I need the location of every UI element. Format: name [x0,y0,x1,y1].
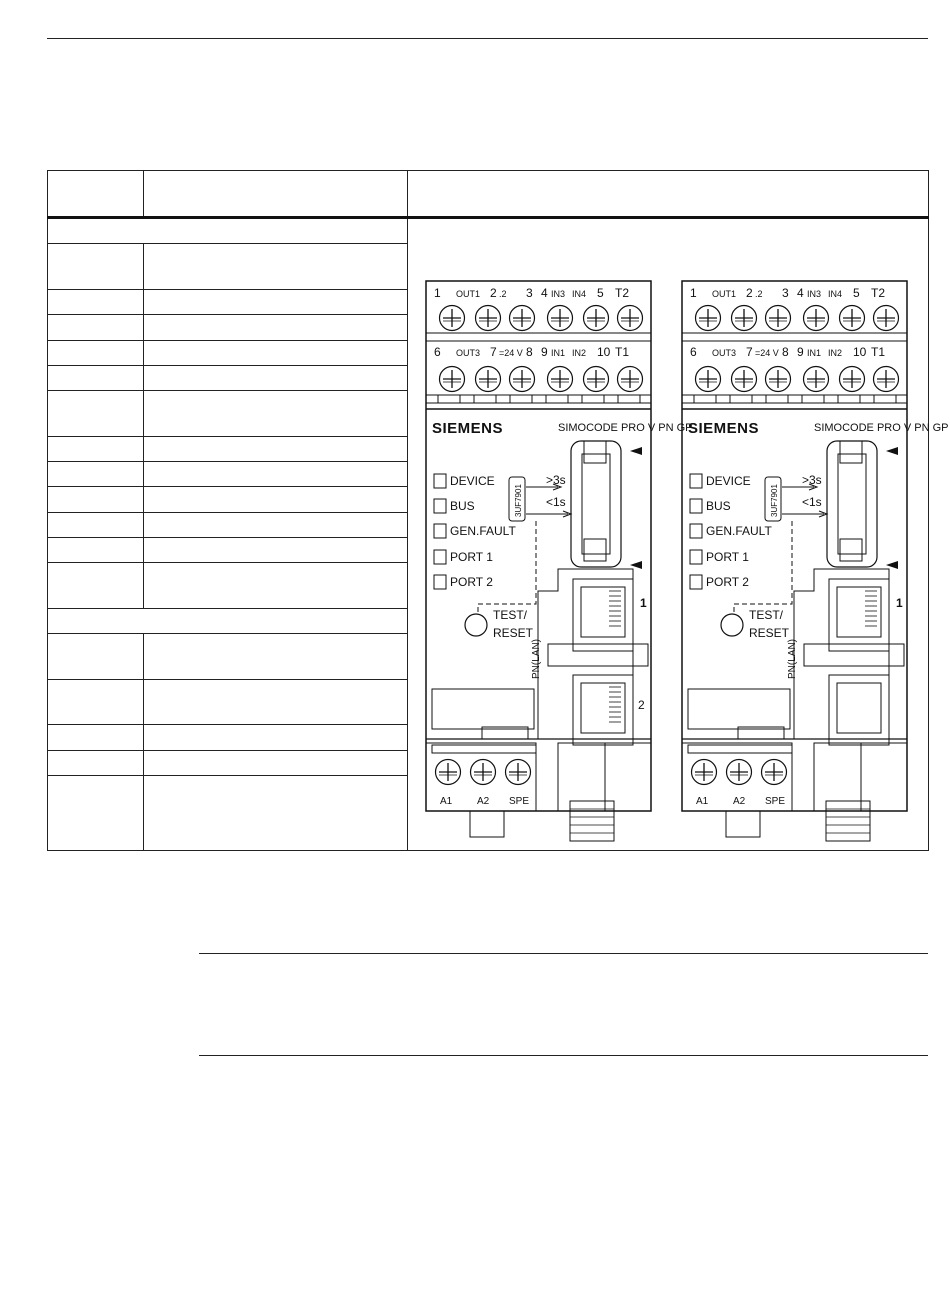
terminal-tab [618,395,640,403]
table-cell [144,244,408,290]
led-indicator [690,524,702,538]
table-cell [144,775,408,850]
top-terminal-label: 3 [782,286,789,300]
brand-logo: SIEMENS [432,420,504,437]
table-cell [48,537,144,562]
led-label: DEVICE [706,474,751,488]
test-reset-label: TEST/ [493,608,528,622]
model-label: SIMOCODE PRO V PN GP [558,422,693,434]
terminal-tab [510,395,532,403]
led-indicator [690,575,702,589]
memory-module-slot [571,441,621,567]
bottom-terminal-label: 10 [853,345,867,359]
table-cell [48,487,144,512]
top-terminal-label: IN3 [807,289,822,299]
bottom-terminal-label: 6 [690,345,697,359]
terminal-tab [874,395,896,403]
terminal-tab [766,395,788,403]
table-cell [144,563,408,609]
lower-block [432,689,534,729]
led-indicator [434,499,446,513]
table-cell [144,750,408,775]
table-cell [144,436,408,461]
led-label: PORT 1 [706,550,749,564]
header-cell [408,171,929,218]
table-cell [144,365,408,390]
arrow-icon [630,447,642,455]
table-cell [48,365,144,390]
timing-short-label: <1s [802,495,822,509]
header-cell [144,171,408,218]
bottom-terminal-label: 10 [597,345,611,359]
test-reset-label: TEST/ [749,608,784,622]
timing-short-arrow [526,511,571,517]
table-cell [144,289,408,314]
table-cell [144,679,408,725]
table-cell [144,512,408,537]
timing-long-arrow [526,484,561,490]
device-front-view-figure [408,219,949,847]
top-terminal-label: .2 [499,289,507,299]
led-label: DEVICE [450,474,495,488]
terminal-tab [546,395,568,403]
bottom-terminal-label: IN2 [828,348,843,358]
supply-terminal-label: SPE [509,796,530,807]
bottom-terminal-label: 7 [746,345,753,359]
supply-terminal-strip [688,745,792,753]
arrow-icon [630,561,642,569]
bottom-terminal-label: 8 [782,345,789,359]
section-cell [48,218,408,244]
top-terminal-label: T2 [615,286,630,300]
table-cell [144,391,408,437]
device-2 [682,281,948,841]
section-cell [48,608,408,633]
table-cell [144,725,408,750]
bottom-terminal-label: OUT3 [456,348,481,358]
table-cell [144,487,408,512]
top-terminal-label: 4 [541,286,548,300]
led-indicator [434,575,446,589]
bottom-terminal-label: 9 [541,345,548,359]
port-number-label: 1 [640,596,647,610]
top-terminal-label: 5 [597,286,604,300]
top-terminal-label: OUT1 [456,289,481,299]
din-rail-latch [570,801,614,841]
supply-terminal-strip [432,745,536,753]
memory-module-latch [840,441,862,463]
top-terminal-label: 2 [490,286,497,300]
note-bottom-rule [199,1055,928,1056]
bottom-terminal-label: =24 V [755,348,779,358]
led-label: PORT 2 [706,575,749,589]
bottom-terminal-label: 8 [526,345,533,359]
ethernet-port-1 [829,579,889,651]
timing-short-label: <1s [546,495,566,509]
led-indicator [690,550,702,564]
table-cell [48,750,144,775]
bottom-terminal-label: OUT3 [712,348,737,358]
led-label: PORT 2 [450,575,493,589]
supply-terminal-label: A2 [733,796,746,807]
supply-terminal-label: A2 [477,796,490,807]
table-cell [48,289,144,314]
table-cell [144,315,408,340]
bottom-terminal-label: T1 [615,345,630,359]
top-terminal-label: IN4 [572,289,587,299]
ethernet-port-2-jack [581,683,625,733]
table-cell [48,679,144,725]
bottom-terminal-label: IN1 [551,348,566,358]
ethernet-port-2 [573,675,633,745]
table-cell [48,244,144,290]
test-reset-label: RESET [749,626,790,640]
memory-module-slot [827,441,877,567]
figure-cell [408,218,949,851]
test-reset-label: RESET [493,626,534,640]
table-cell [48,775,144,850]
bottom-terminal-label: T1 [871,345,886,359]
network-label: PN(LAN) [787,638,798,679]
lower-block [688,689,790,729]
top-terminal-label: 3 [526,286,533,300]
port-number-label: 1 [896,596,903,610]
led-label: GEN.FAULT [450,524,516,538]
table-cell [48,563,144,609]
table-cell [48,462,144,487]
cover-label: 3UF7901 [514,484,523,517]
led-label: GEN.FAULT [706,524,772,538]
cover-label: 3UF7901 [770,484,779,517]
terminal-tab [730,395,752,403]
terminal-tab [802,395,824,403]
table-cell [144,634,408,680]
led-indicator [434,550,446,564]
led-label: BUS [706,499,731,513]
top-terminal-label: IN4 [828,289,843,299]
terminal-tab [438,395,460,403]
terminal-tab [474,395,496,403]
test-reset-button [465,614,487,636]
network-label: PN(LAN) [531,638,542,679]
table-header-row [48,171,929,218]
top-header-rule [47,38,928,39]
top-terminal-label: 4 [797,286,804,300]
terminal-tab [838,395,860,403]
ethernet-port-1 [573,579,633,651]
bottom-terminal-label: IN2 [572,348,587,358]
table-cell [144,537,408,562]
top-terminal-label: T2 [871,286,886,300]
led-indicator [434,524,446,538]
table-cell [144,340,408,365]
timing-long-label: >3s [546,473,566,487]
top-terminal-label: .2 [755,289,763,299]
table-cell [48,512,144,537]
ethernet-port-2 [829,675,889,745]
ethernet-port-1-jack [581,587,625,637]
ethernet-port-1-jack [837,587,881,637]
table-cell [48,634,144,680]
bottom-terminal-label: 7 [490,345,497,359]
din-rail-latch [826,801,870,841]
terminal-tab [694,395,716,403]
port-number-label: 2 [638,698,645,712]
table-cell [48,391,144,437]
test-reset-button [721,614,743,636]
device-1 [426,281,692,841]
table-cell [144,462,408,487]
top-terminal-label: 2 [746,286,753,300]
arrow-icon [886,561,898,569]
bottom-terminal-label: 9 [797,345,804,359]
led-indicator [690,499,702,513]
port-housing [538,569,633,739]
top-terminal-label: 5 [853,286,860,300]
supply-terminal-label: A1 [696,796,709,807]
table-cell [48,436,144,461]
supply-terminal-label: A1 [440,796,453,807]
memory-module-latch [584,539,606,561]
brand-logo: SIEMENS [688,420,760,437]
model-label: SIMOCODE PRO V PN GP [814,422,949,434]
led-indicator [690,474,702,488]
bottom-terminal-label: 6 [434,345,441,359]
timing-long-arrow [782,484,817,490]
terminal-tab [582,395,604,403]
led-label: PORT 1 [450,550,493,564]
table-section-row [48,218,929,244]
table-cell [48,725,144,750]
memory-module-latch [840,539,862,561]
top-terminal-label: 1 [434,286,441,300]
table-cell [48,340,144,365]
ethernet-port-2-jack [837,683,881,733]
supply-terminal-label: SPE [765,796,786,807]
table-cell [48,315,144,340]
top-terminal-label: OUT1 [712,289,737,299]
led-indicator [434,474,446,488]
memory-module-latch [584,441,606,463]
spec-table [47,170,949,851]
mounting-foot [726,811,760,837]
port-housing [794,569,889,739]
top-terminal-label: 1 [690,286,697,300]
bottom-terminal-label: =24 V [499,348,523,358]
header-cell [48,171,144,218]
arrow-icon [886,447,898,455]
mounting-foot [470,811,504,837]
top-terminal-label: IN3 [551,289,566,299]
led-label: BUS [450,499,475,513]
note-top-rule [199,953,928,954]
bottom-terminal-label: IN1 [807,348,822,358]
timing-short-arrow [782,511,827,517]
timing-long-label: >3s [802,473,822,487]
